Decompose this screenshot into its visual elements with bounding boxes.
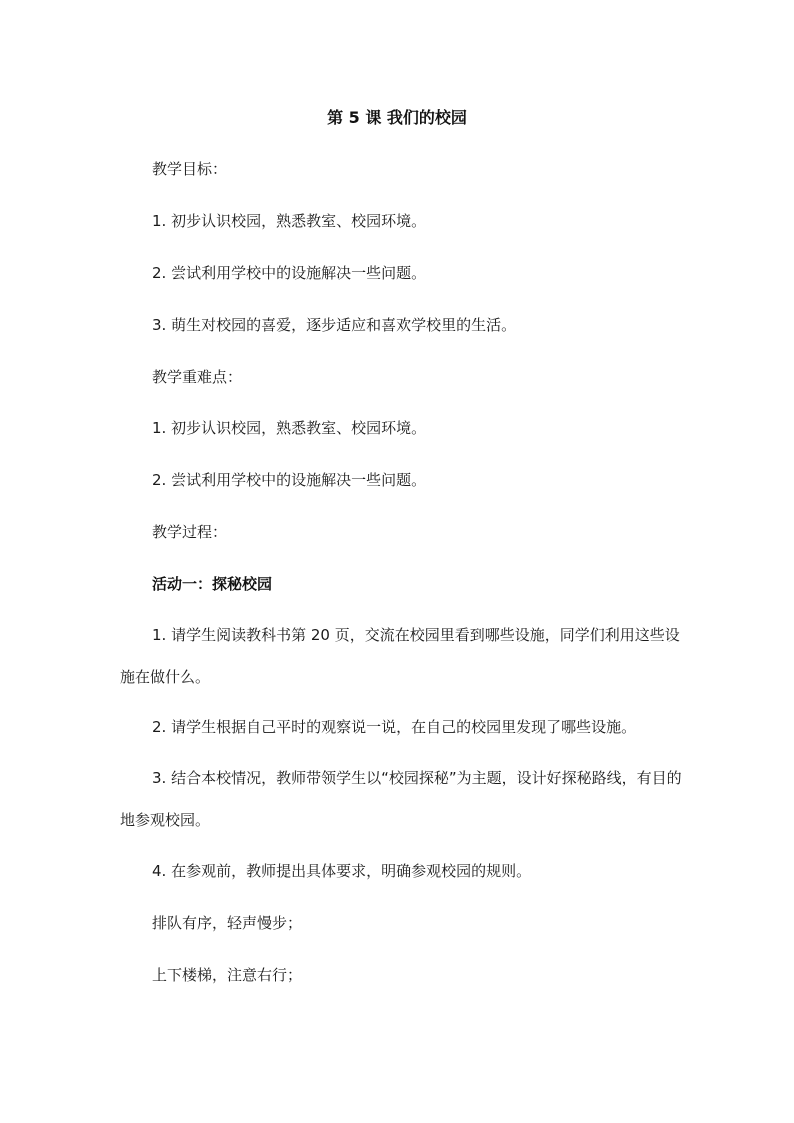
rule-item-1: 排队有序，轻声慢步； <box>152 914 303 932</box>
activity-step-1: 1. 请学生阅读教科书第 20 页，交流在校园里看到哪些设施，同学们利用这些设施在做什么。 <box>120 626 680 686</box>
activity-step-3: 3. 结合本校情况，教师带领学生以“校园探秘”为主题，设计好探秘路线，有目的地参观校园。 <box>120 769 682 829</box>
objectives-heading: 教学目标： <box>152 160 228 178</box>
objective-item-2: 2. 尝试利用学校中的设施解决一些问题。 <box>152 264 427 282</box>
lesson-title: 第 5 课 我们的校园 <box>327 108 467 127</box>
key-points-heading: 教学重难点： <box>152 368 243 386</box>
key-point-item-2: 2. 尝试利用学校中的设施解决一些问题。 <box>152 471 427 489</box>
objective-item-1: 1. 初步认识校园，熟悉教室、校园环境。 <box>152 212 427 230</box>
activity-heading: 活动一：探秘校园 <box>152 575 273 593</box>
process-heading: 教学过程： <box>152 523 228 541</box>
activity-step-4: 4. 在参观前，教师提出具体要求，明确参观校园的规则。 <box>152 862 532 880</box>
objective-item-3: 3. 萌生对校园的喜爱，逐步适应和喜欢学校里的生活。 <box>152 316 517 334</box>
key-point-item-1: 1. 初步认识校园，熟悉教室、校园环境。 <box>152 419 427 437</box>
activity-step-2: 2. 请学生根据自己平时的观察说一说，在自己的校园里发现了哪些设施。 <box>152 718 637 736</box>
rule-item-2: 上下楼梯，注意右行； <box>152 966 303 984</box>
